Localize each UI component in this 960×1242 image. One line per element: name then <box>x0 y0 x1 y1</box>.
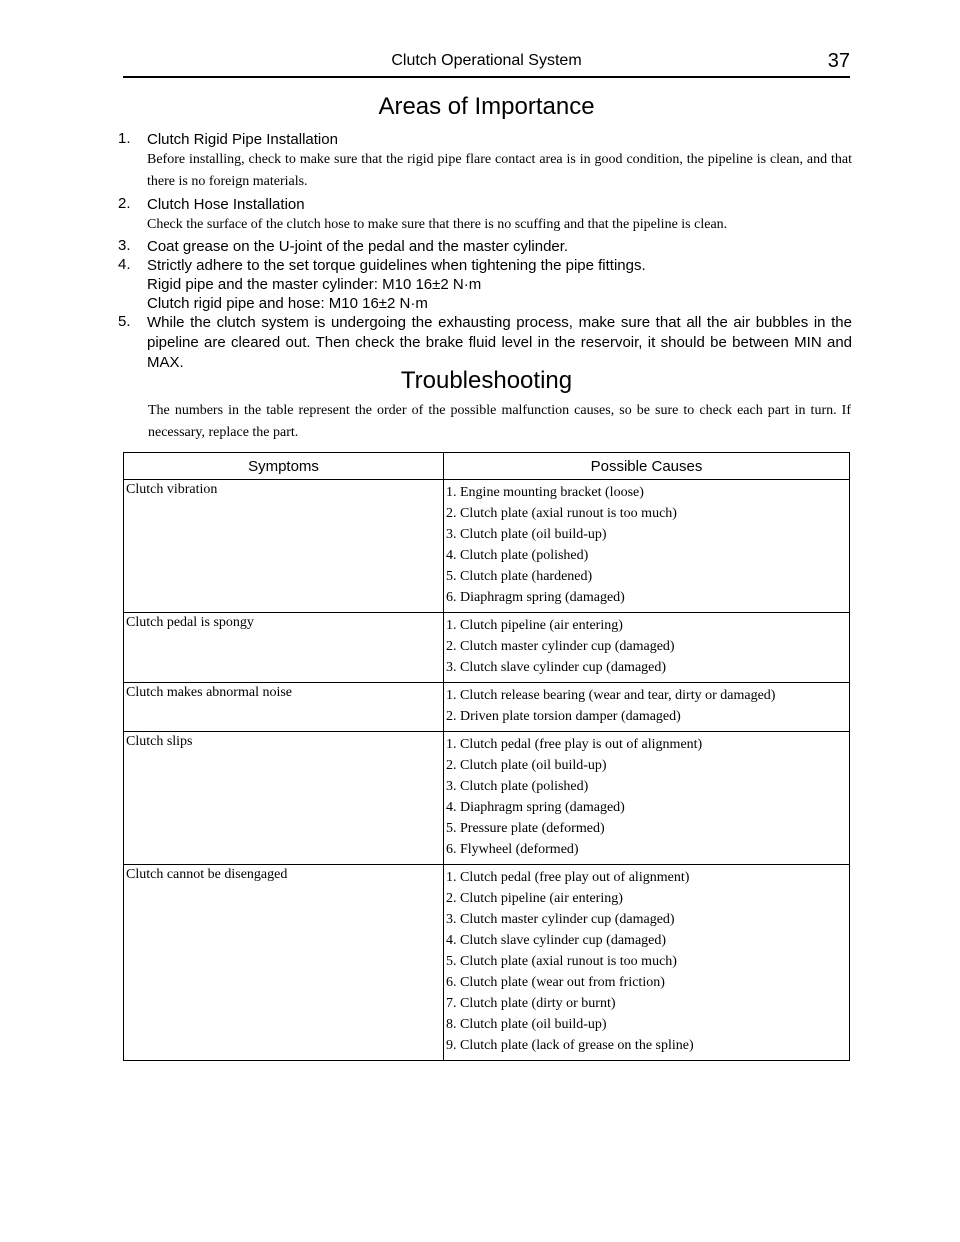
cause-item: 4. Diaphragm spring (damaged) <box>446 800 625 815</box>
cause-item: 5. Pressure plate (deformed) <box>446 821 605 836</box>
cause-item: 3. Clutch master cylinder cup (damaged) <box>446 912 675 927</box>
cause-item: 6. Clutch plate (wear out from friction) <box>446 975 665 990</box>
cause-item: 4. Clutch slave cylinder cup (damaged) <box>446 933 667 948</box>
troubleshooting-table <box>123 452 850 1061</box>
item-description: Check the surface of the clutch hose to make sure that there is no scuffing and that the pipeline is clean. <box>147 217 728 232</box>
cause-item: 3. Clutch plate (oil build-up) <box>446 527 607 542</box>
table-header-row <box>124 453 850 480</box>
torque-spec: Rigid pipe and the master cylinder: M10 16±2 N·m <box>147 276 482 293</box>
symptom-cell: Clutch makes abnormal noise <box>124 683 444 732</box>
symptom-cell: Clutch pedal is spongy <box>124 613 444 683</box>
item-text: While the clutch system is undergoing the exhausting process, make sure that all the air bubbles in the pipeline are cleared out. Then check the brake fluid level in the reservoir, it should be between MIN and MAX. <box>147 314 852 371</box>
table-row <box>124 683 850 732</box>
table-row <box>124 865 850 1061</box>
cause-item: 6. Flywheel (deformed) <box>446 842 579 857</box>
item-number: 3. <box>118 237 131 254</box>
list-item <box>118 237 852 256</box>
cause-item: 1. Clutch release bearing (wear and tear, dirty or damaged) <box>446 688 776 703</box>
causes-cell <box>444 480 850 613</box>
areas-list <box>118 130 852 373</box>
item-text: Coat grease on the U-joint of the pedal and the master cylinder. <box>147 238 569 255</box>
troubleshooting-intro: The numbers in the table represent the order of the possible malfunction causes, so be sure to check each part in turn. If necessary, replace the part. <box>148 403 851 440</box>
cause-item: 2. Clutch plate (oil build-up) <box>446 758 607 773</box>
troubleshooting-heading: Troubleshooting <box>400 367 573 394</box>
cause-item: 1. Clutch pedal (free play out of alignment) <box>446 870 690 885</box>
item-title: Clutch Hose Installation <box>147 196 305 213</box>
cause-item: 6. Diaphragm spring (damaged) <box>446 590 625 605</box>
cause-item: 4. Clutch plate (polished) <box>446 548 589 563</box>
list-item <box>118 313 852 373</box>
header-title: Clutch Operational System <box>391 52 582 69</box>
cause-item: 7. Clutch plate (dirty or burnt) <box>446 996 616 1011</box>
cause-item: 9. Clutch plate (lack of grease on the spline) <box>446 1038 694 1053</box>
list-item <box>118 195 852 236</box>
causes-cell <box>444 613 850 683</box>
causes-cell <box>444 865 850 1061</box>
item-number: 5. <box>118 313 131 330</box>
causes-cell <box>444 732 850 865</box>
item-text: Strictly adhere to the set torque guidelines when tightening the pipe fittings. <box>147 257 646 274</box>
cause-item: 3. Clutch slave cylinder cup (damaged) <box>446 660 667 675</box>
item-number: 4. <box>118 256 131 273</box>
running-header <box>123 50 850 78</box>
areas-heading: Areas of Importance <box>378 93 595 120</box>
cause-item: 2. Clutch master cylinder cup (damaged) <box>446 639 675 654</box>
column-header-causes: Possible Causes <box>444 453 850 480</box>
item-number: 2. <box>118 195 131 212</box>
symptom-cell: Clutch vibration <box>124 480 444 613</box>
causes-cell <box>444 683 850 732</box>
cause-item: 5. Clutch plate (hardened) <box>446 569 593 584</box>
cause-item: 3. Clutch plate (polished) <box>446 779 589 794</box>
column-header-symptoms: Symptoms <box>124 453 444 480</box>
cause-item: 2. Clutch plate (axial runout is too much) <box>446 506 677 521</box>
cause-item: 8. Clutch plate (oil build-up) <box>446 1017 607 1032</box>
cause-item: 2. Driven plate torsion damper (damaged) <box>446 709 681 724</box>
cause-item: 1. Clutch pedal (free play is out of alignment) <box>446 737 703 752</box>
page-number: 37 <box>827 50 850 72</box>
table-row <box>124 732 850 865</box>
cause-item: 1. Clutch pipeline (air entering) <box>446 618 623 633</box>
list-item <box>118 130 852 193</box>
symptom-cell: Clutch cannot be disengaged <box>124 865 444 1061</box>
item-title: Clutch Rigid Pipe Installation <box>147 131 338 148</box>
torque-spec: Clutch rigid pipe and hose: M10 16±2 N·m <box>147 295 428 312</box>
cause-item: 5. Clutch plate (axial runout is too much) <box>446 954 677 969</box>
item-description: Before installing, check to make sure that the rigid pipe flare contact area is in good condition, the pipeline is clean, and that there is no foreign materials. <box>147 152 852 189</box>
table-row <box>124 613 850 683</box>
symptom-cell: Clutch slips <box>124 732 444 865</box>
cause-item: 1. Engine mounting bracket (loose) <box>446 485 644 500</box>
list-item <box>118 256 852 313</box>
table-row <box>124 480 850 613</box>
cause-item: 2. Clutch pipeline (air entering) <box>446 891 623 906</box>
item-number: 1. <box>118 130 131 147</box>
